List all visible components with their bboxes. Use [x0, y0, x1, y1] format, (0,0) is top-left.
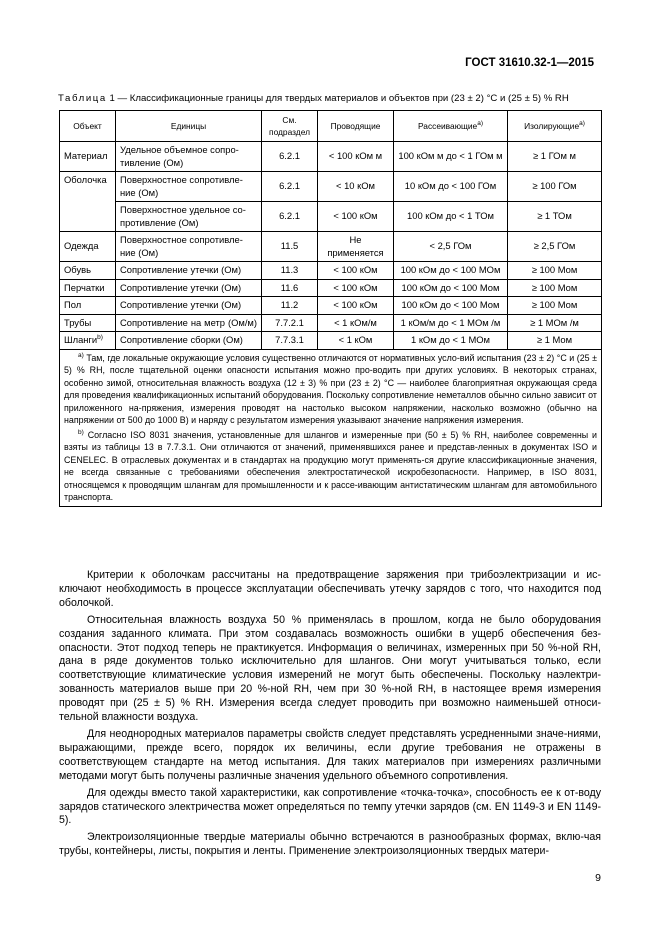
cell-insulating: ≥ 100 ГОм — [508, 172, 602, 202]
cell-units: Сопротивление сборки (Ом) — [116, 332, 262, 350]
cell-dissipative: 100 кОм до < 100 МОм — [394, 262, 508, 280]
table-caption — [58, 93, 618, 104]
paragraph: Для одежды вместо такой характеристики, как сопротивление «точка-точка», способность ее к от-воду зарядов статического электричества может определяться по темпу утечки зарядов (см. EN 1149-3 и EN 1149-5). — [59, 786, 601, 827]
cell-subsection: 11.5 — [262, 232, 318, 262]
table-row — [60, 202, 602, 232]
col-header-dissipative: Рассеивающие$^{a)}$ — [394, 111, 508, 142]
paragraph: Относительная влажность воздуха 50 % применялась в прошлом, когда не было оборудования создания заданного климата. При этом создавалась возможность ошибки в ущерб обеспечения без-опасности. Этот подход теперь не практикуется. Информация о величинах, измеренных при 50 %-ной RH, дана в ряде документов только исключительно для шлангов. Они могут учитываться только, если соответствующие климатические условия измерений не могут быть обеспечены. Поскольку наэлектри-зованность материалов выше при 20 %-ной RH, чем при 30 %-ной RH, в настоящее время измерения проводят при (25 ± 5) % RH. Измерения всегда следует проводить при возможно наименьшей относи-тельной влажности воздуха. — [59, 613, 601, 724]
cell-object: Шланги$^{b)}$ — [60, 332, 116, 350]
cell-dissipative: 10 кОм до < 100 ГОм — [394, 172, 508, 202]
table-row — [60, 279, 602, 297]
cell-conductive: < 1 кОм — [318, 332, 394, 350]
cell-conductive: < 100 кОм — [318, 202, 394, 232]
cell-conductive: < 100 кОм — [318, 279, 394, 297]
cell-object: Одежда — [60, 232, 116, 262]
table-row — [60, 332, 602, 350]
cell-dissipative: 1 кОм/м до < 1 МОм /м — [394, 314, 508, 332]
cell-insulating: ≥ 2,5 ГОм — [508, 232, 602, 262]
cell-conductive: < 1 кОм/м — [318, 314, 394, 332]
cell-subsection: 6.2.1 — [262, 142, 318, 172]
cell-subsection: 7.7.2.1 — [262, 314, 318, 332]
paragraph: Критерии к оболочкам рассчитаны на предотвращение заряжения при трибоэлектризации и ис-ключают необходимость в процессе эксплуатации обеспечивать утечку зарядов с того, что находится под оболочкой. — [59, 569, 601, 609]
table-row — [60, 142, 602, 172]
paragraph: Для неоднородных материалов параметры свойств следует представлять усредненными значе-ниями, выражающими, прежде всего, порядок их величины, если другие требования не отражены в соответствующем стандарте на метод испытания. Для таких материалов при измерениях различными методами могут быть получены различные значения удельного объемного сопротивления. — [59, 727, 601, 782]
cell-conductive: < 100 кОм — [318, 297, 394, 315]
cell-conductive: Не применяется — [318, 232, 394, 262]
cell-object: Пол — [60, 297, 116, 315]
cell-object: Обувь — [60, 262, 116, 280]
cell-subsection: 11.3 — [262, 262, 318, 280]
cell-object: Материал — [60, 142, 116, 172]
cell-units: Сопротивление утечки (Ом) — [116, 279, 262, 297]
cell-dissipative: 100 кОм до < 100 Мом — [394, 297, 508, 315]
col-header-object: Объект — [60, 111, 116, 142]
col-header-subsection: См. подраздел — [262, 111, 318, 142]
table-header-row — [60, 111, 602, 142]
classification-table — [59, 110, 602, 507]
footnote-mark-a: a) — [477, 119, 483, 127]
cell-insulating: ≥ 1 Мом — [508, 332, 602, 350]
cell-object: Перчатки — [60, 279, 116, 297]
col-header-insulating: Изолирующие$^{a)}$ — [508, 111, 602, 142]
col-header-conductive: Проводящие — [318, 111, 394, 142]
table-caption-text: 1 — Классификационные границы для твердых материалов и объектов при (23 ± 2) °С и (25 ± 5) % RH — [109, 93, 569, 104]
cell-insulating: ≥ 1 ГОм м — [508, 142, 602, 172]
footnote-b: $^{b)}$ Согласно ISO 8031 значения, установленные для шлангов и измеренные при (50 ± 5) % RH, наиболее современны и взяты из таблицы 13 в 7.7.3.1. Они отличаются от значений, применявшихся ранее и представ-ленных в документах ISO и CENELEC. В отраслевых документах и в стандартах на продукцию могут применять-ся другие классификационные значения, не всегда связанные с требованиями обеспечения электростатической искробезопасности. Например, в ISO 8031, относящемся к проводящим шлангам для промышленности и к рассе-ивающим антистатическим шлангам для автомобильного транспорта. — [64, 428, 597, 502]
cell-conductive: < 10 кОм — [318, 172, 394, 202]
cell-conductive: < 100 кОм м — [318, 142, 394, 172]
cell-units: Сопротивление на метр (Ом/м) — [116, 314, 262, 332]
cell-subsection: 11.2 — [262, 297, 318, 315]
cell-units: Поверхностное сопротивле-ние (Ом) — [116, 172, 262, 202]
cell-subsection: 7.7.3.1 — [262, 332, 318, 350]
cell-subsection: 11.6 — [262, 279, 318, 297]
page-number: 9 — [595, 872, 601, 884]
cell-insulating: ≥ 100 Мом — [508, 279, 602, 297]
cell-dissipative: 100 кОм до < 100 Мом — [394, 279, 508, 297]
cell-subsection: 6.2.1 — [262, 202, 318, 232]
cell-units: Поверхностное удельное со-противление (Ом) — [116, 202, 262, 232]
table-caption-label: Таблица — [58, 93, 107, 104]
cell-dissipative: 100 кОм м до < 1 ГОм м — [394, 142, 508, 172]
cell-subsection: 6.2.1 — [262, 172, 318, 202]
cell-units: Удельное объемное сопро-тивление (Ом) — [116, 142, 262, 172]
cell-dissipative: 1 кОм до < 1 МОм — [394, 332, 508, 350]
cell-insulating: ≥ 100 Мом — [508, 297, 602, 315]
cell-object: Оболочка — [60, 172, 116, 232]
body-text — [59, 569, 601, 859]
cell-conductive: < 100 кОм — [318, 262, 394, 280]
cell-insulating: ≥ 1 МОм /м — [508, 314, 602, 332]
cell-insulating: ≥ 100 Мом — [508, 262, 602, 280]
cell-object: Трубы — [60, 314, 116, 332]
table-row — [60, 232, 602, 262]
cell-units: Сопротивление утечки (Ом) — [116, 297, 262, 315]
cell-dissipative: < 2,5 ГОм — [394, 232, 508, 262]
table-notes-row — [60, 349, 602, 506]
table-row — [60, 297, 602, 315]
cell-units: Сопротивление утечки (Ом) — [116, 262, 262, 280]
table-notes — [60, 349, 602, 506]
cell-dissipative: 100 кОм до < 1 ТОм — [394, 202, 508, 232]
cell-insulating: ≥ 1 ТОм — [508, 202, 602, 232]
table-row — [60, 262, 602, 280]
cell-units: Поверхностное сопротивле-ние (Ом) — [116, 232, 262, 262]
footnote-mark-a: a) — [579, 119, 585, 127]
footnote-a: $^{a)}$ Там, где локальные окружающие условия существенно отличаются от нормативных усло-вий испытания (23 ± 2) °С и (25 ± 5) % RH, после тщательной оценки опасности испытания можно про-водить при других условиях. В некоторых странах, особенно зимой, относительная влажность воздуха (12 ± 3) % при (23 ± 2) °С — наиболее благоприятная окружающая среда для проведения квалификационных испытаний оборудования. Поскольку сопротивление неметаллов обычно сильно зависит от приложенного на-пряжения, измерения проводят на настолько высоком напряжении, насколько возможно (обычно на напряжении от 500 до 1000 В) и наряду с результатом измерения указывают значение напряжения измерения. — [64, 351, 597, 425]
col-header-units: Единицы — [116, 111, 262, 142]
paragraph: Электроизоляционные твердые материалы обычно встречаются в разнообразных формах, вклю-чая трубы, контейнеры, листы, покрытия и ленты. Применение электроизоляционных твердых матери- — [59, 831, 601, 858]
footnote-mark-b: b) — [97, 333, 103, 341]
table-row — [60, 172, 602, 202]
table-row — [60, 314, 602, 332]
standard-designation: ГОСТ 31610.32-1—2015 — [465, 57, 594, 69]
